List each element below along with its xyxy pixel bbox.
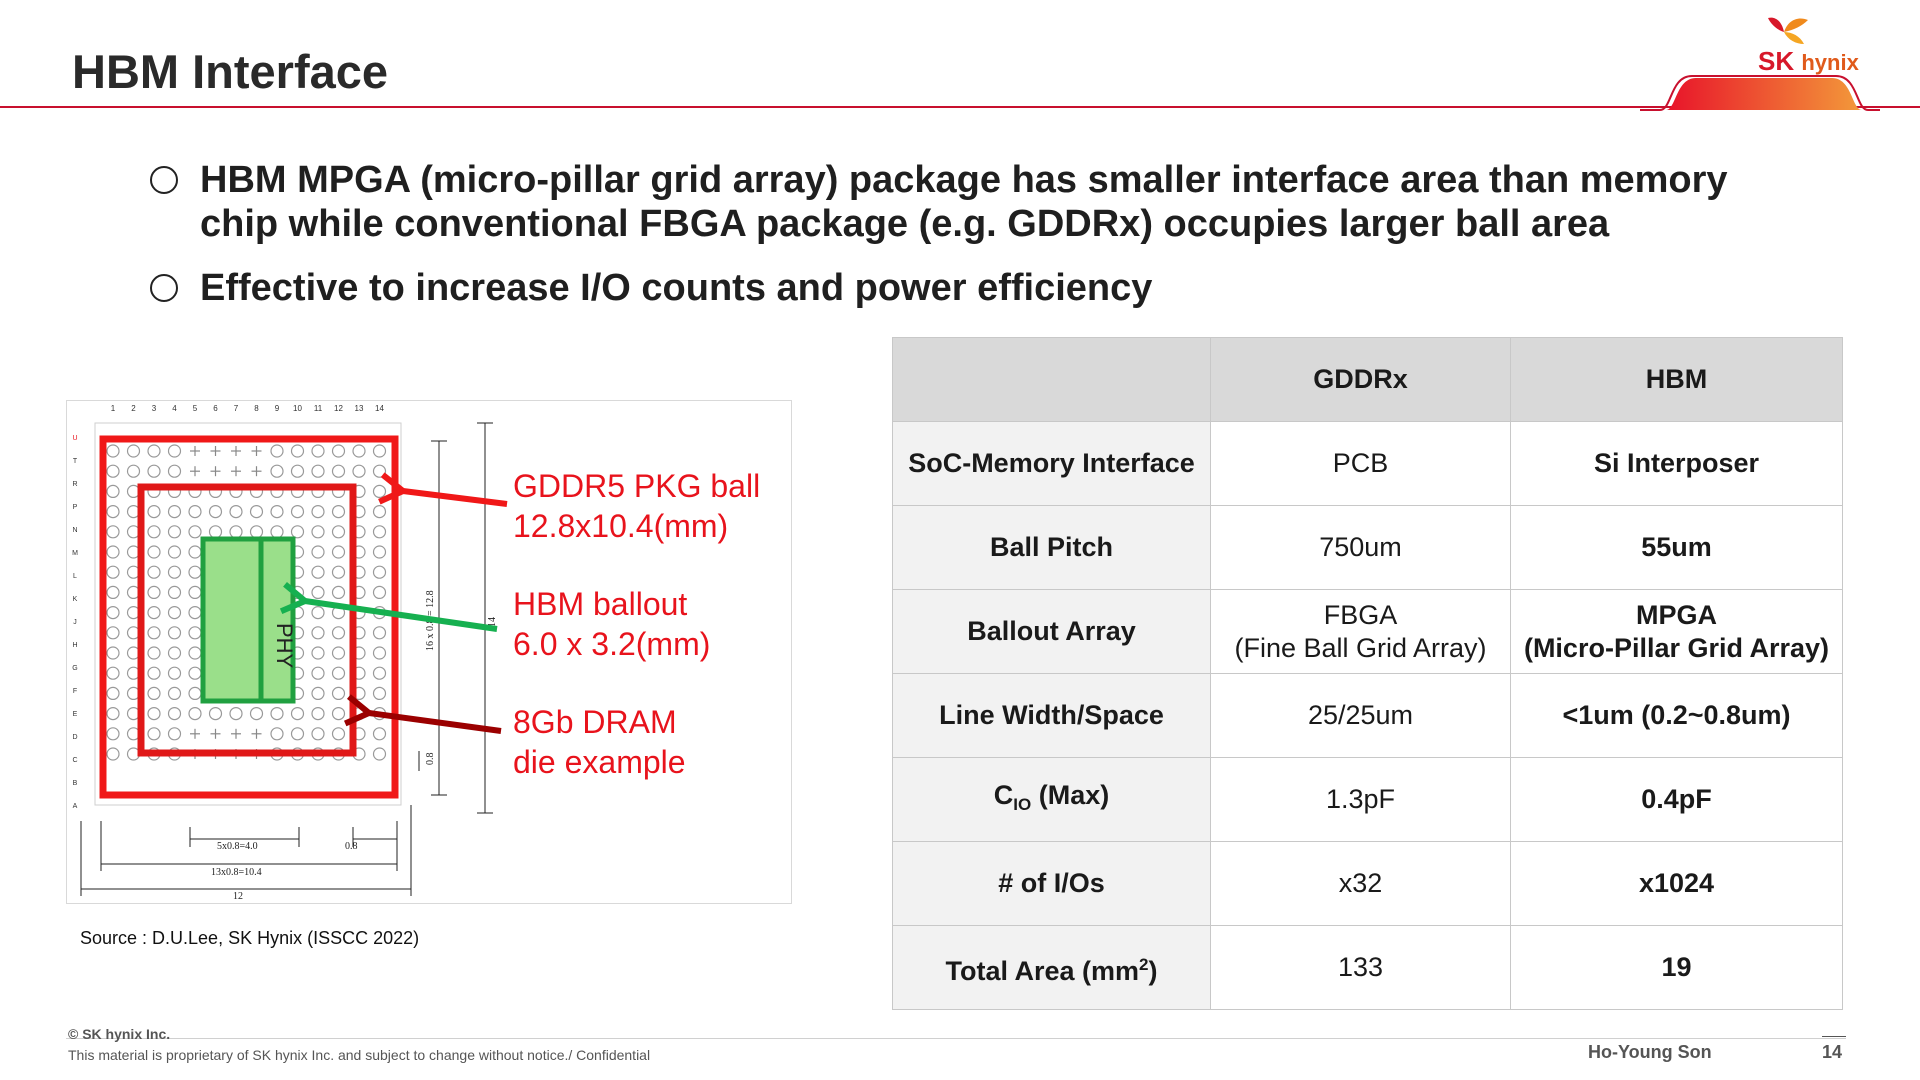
row-letter: L (73, 573, 77, 580)
solder-ball (189, 708, 201, 720)
row-letter: R (72, 481, 78, 488)
solder-ball (169, 667, 181, 679)
column-number: 1 (110, 404, 116, 413)
solder-ball (148, 667, 160, 679)
solder-ball (333, 687, 345, 699)
solder-ball (271, 526, 283, 538)
hbm-cell-line1: MPGA (1636, 599, 1717, 630)
solder-ball (107, 607, 119, 619)
hbm-cell: 55um (1511, 506, 1843, 590)
solder-ball (107, 667, 119, 679)
footer-author: Ho-Young Son (1588, 1042, 1712, 1062)
row-letter: T (72, 458, 78, 465)
solder-ball (312, 708, 324, 720)
solder-ball (148, 526, 160, 538)
hbm-cell: <1um (0.2~0.8um) (1511, 674, 1843, 758)
row-label-tail: ) (1148, 955, 1158, 986)
column-number: 3 (151, 404, 157, 413)
gddrx-cell: 25/25um (1211, 674, 1511, 758)
dim-bottom-mid: 13x0.8=10.4 (211, 867, 262, 878)
solder-ball (292, 728, 304, 740)
solder-ball (210, 708, 222, 720)
solder-ball (189, 627, 201, 639)
row-letter: H (72, 642, 78, 649)
column-number: 9 (274, 404, 280, 413)
hbm-cell-line2: (Micro-Pillar Grid Array) (1523, 632, 1830, 663)
solder-ball (374, 647, 386, 659)
solder-ball (312, 728, 324, 740)
solder-ball (107, 687, 119, 699)
solder-ball (189, 667, 201, 679)
row-letter: B (72, 780, 78, 787)
solder-ball (374, 586, 386, 598)
annotation-dram-line1: 8Gb DRAM (513, 704, 677, 740)
solder-ball (107, 748, 119, 760)
solder-ball (374, 566, 386, 578)
table-row (893, 590, 1843, 674)
solder-ball (148, 586, 160, 598)
column-number: 13 (354, 404, 364, 413)
solder-ball (107, 586, 119, 598)
solder-ball (374, 627, 386, 639)
footer-divider (66, 1038, 1846, 1039)
solder-ball (374, 687, 386, 699)
solder-ball (312, 566, 324, 578)
column-number: 2 (131, 404, 136, 413)
solder-ball (107, 728, 119, 740)
solder-ball (107, 485, 119, 497)
row-label-main: C (993, 779, 1014, 810)
bullet-text: Effective to increase I/O counts and power efficiency (200, 267, 1153, 309)
solder-ball (333, 728, 345, 740)
row-letter: E (72, 711, 78, 718)
solder-ball (169, 465, 181, 477)
hbm-cell: 19 (1511, 926, 1843, 1010)
table-row (893, 506, 1843, 590)
solder-ball (148, 708, 160, 720)
annotation-gddr5-line1: GDDR5 PKG ball (513, 468, 761, 504)
solder-ball (333, 708, 345, 720)
column-number: 4 (172, 404, 177, 413)
row-letter: N (72, 527, 78, 534)
solder-ball (271, 708, 283, 720)
title-divider (0, 106, 1920, 108)
table-header-gddrx: GDDRx (1211, 338, 1511, 422)
solder-ball (333, 586, 345, 598)
hbm-cell: Si Interposer (1511, 422, 1843, 506)
row-label: Ball Pitch (893, 506, 1211, 590)
dim-bottom-outer: 12 (233, 891, 243, 902)
solder-ball (333, 667, 345, 679)
package-comparison-figure (66, 400, 792, 904)
figure-source: Source : D.U.Lee, SK Hynix (ISSCC 2022) (80, 928, 420, 948)
solder-ball (169, 728, 181, 740)
solder-ball (251, 708, 263, 720)
table-row (893, 926, 1843, 1010)
solder-ball (169, 445, 181, 457)
logo-name: hynix (1801, 50, 1859, 75)
solder-ball (312, 647, 324, 659)
solder-ball (333, 465, 345, 477)
footer-disclaimer: This material is proprietary of SK hynix Inc. and subject to change without notice./ Confidential (68, 1047, 651, 1063)
dim-bottom-small: 0.8 (345, 841, 358, 852)
row-letter: A (72, 803, 78, 810)
solder-ball (333, 566, 345, 578)
table-row (893, 758, 1843, 842)
solder-ball (189, 607, 201, 619)
solder-ball (107, 566, 119, 578)
column-number: 10 (293, 404, 302, 413)
sk-hynix-logo (1640, 4, 1880, 114)
solder-ball (312, 687, 324, 699)
solder-ball (374, 445, 386, 457)
gddrx-cell: x32 (1211, 842, 1511, 926)
solder-ball (148, 728, 160, 740)
gddrx-cell: 1.3pF (1211, 758, 1511, 842)
gddrx-cell-line2: (Fine Ball Grid Array) (1234, 632, 1487, 663)
solder-ball (128, 445, 140, 457)
solder-ball (374, 728, 386, 740)
solder-ball (312, 627, 324, 639)
footer-copyright: © SK hynix Inc. (68, 1026, 171, 1042)
solder-ball (107, 647, 119, 659)
gddrx-cell: PCB (1211, 422, 1511, 506)
hbm-ballout-area (203, 539, 293, 701)
gddrx-cell: 133 (1211, 926, 1511, 1010)
ballout-diagram (67, 401, 791, 903)
solder-ball (189, 546, 201, 558)
dim-right-pitch: 0.8 (425, 752, 436, 765)
row-label: Ballout Array (893, 590, 1211, 674)
solder-ball (169, 607, 181, 619)
solder-ball (333, 647, 345, 659)
solder-ball (312, 667, 324, 679)
column-number: 5 (192, 404, 198, 413)
row-letter: G (72, 665, 78, 672)
solder-ball (189, 687, 201, 699)
circle-bullet-icon (150, 166, 178, 194)
solder-ball (292, 526, 304, 538)
gddrx-cell (1211, 590, 1511, 674)
solder-ball (189, 586, 201, 598)
solder-ball (312, 607, 324, 619)
solder-ball (374, 546, 386, 558)
solder-ball (292, 708, 304, 720)
solder-ball (169, 526, 181, 538)
row-letter: C (72, 757, 78, 764)
solder-ball (169, 627, 181, 639)
solder-ball (148, 627, 160, 639)
arrow-to-pkg (403, 491, 507, 504)
hbm-cell (1511, 590, 1843, 674)
solder-ball (353, 465, 365, 477)
solder-ball (271, 506, 283, 518)
solder-ball (107, 506, 119, 518)
bullet-item (150, 266, 1800, 310)
column-number: 8 (254, 404, 259, 413)
row-letter: P (72, 504, 78, 511)
dim-right-outer: 14 (487, 617, 498, 627)
column-number: 11 (313, 404, 323, 413)
row-label: # of I/Os (893, 842, 1211, 926)
row-letter: M (72, 550, 78, 557)
solder-ball (333, 445, 345, 457)
hbm-cell: 0.4pF (1511, 758, 1843, 842)
solder-ball (312, 445, 324, 457)
hbm-cell: x1024 (1511, 842, 1843, 926)
bullet-item (150, 158, 1800, 246)
comparison-table (892, 337, 1843, 1010)
solder-ball (333, 627, 345, 639)
solder-ball (148, 465, 160, 477)
circle-bullet-icon (150, 274, 178, 302)
row-letter: U (72, 435, 78, 442)
table-header-row (893, 338, 1843, 422)
solder-ball (374, 748, 386, 760)
solder-ball (251, 506, 263, 518)
solder-ball (107, 627, 119, 639)
solder-ball (169, 586, 181, 598)
solder-ball (292, 465, 304, 477)
solder-ball (189, 647, 201, 659)
column-number: 12 (334, 404, 343, 413)
solder-ball (148, 506, 160, 518)
arrow-to-die (369, 713, 501, 731)
solder-ball (148, 445, 160, 457)
solder-ball (169, 647, 181, 659)
row-label-subscript: IO (1013, 794, 1032, 814)
solder-ball (189, 506, 201, 518)
solder-ball (169, 687, 181, 699)
solder-ball (107, 465, 119, 477)
annotation-gddr5-line2: 12.8x10.4(mm) (513, 508, 729, 544)
solder-ball (210, 526, 222, 538)
row-label-main: Total Area (mm (945, 955, 1140, 986)
solder-ball (107, 526, 119, 538)
row-label: SoC-Memory Interface (893, 422, 1211, 506)
solder-ball (271, 465, 283, 477)
solder-ball (210, 506, 222, 518)
solder-ball (230, 708, 242, 720)
row-label (893, 926, 1211, 1010)
row-label: Line Width/Space (893, 674, 1211, 758)
table-row (893, 842, 1843, 926)
table-header-hbm: HBM (1511, 338, 1843, 422)
solder-ball (312, 586, 324, 598)
solder-ball (230, 506, 242, 518)
butterfly-icon (1762, 14, 1812, 48)
solder-ball (107, 546, 119, 558)
dim-bottom-inner: 5x0.8=4.0 (217, 841, 258, 852)
solder-ball (292, 445, 304, 457)
solder-ball (312, 526, 324, 538)
solder-ball (333, 506, 345, 518)
table-row (893, 422, 1843, 506)
bullet-text: HBM MPGA (micro-pillar grid array) package has smaller interface area than memory chip while conventional FBGA package (e.g. GDDRx) occupies larger ball area (200, 159, 1728, 245)
solder-ball (333, 546, 345, 558)
solder-ball (169, 506, 181, 518)
logo-banner (1640, 70, 1880, 114)
page-number: 14 (1822, 1042, 1843, 1062)
solder-ball (128, 465, 140, 477)
gddrx-cell-line1: FBGA (1323, 599, 1398, 630)
slide-title: HBM Interface (72, 45, 389, 98)
page-number-rule (1822, 1036, 1846, 1037)
solder-ball (148, 647, 160, 659)
solder-ball (251, 526, 263, 538)
table-row (893, 674, 1843, 758)
solder-ball (312, 465, 324, 477)
row-label-superscript: 2 (1139, 954, 1149, 974)
solder-ball (169, 566, 181, 578)
solder-ball (148, 687, 160, 699)
solder-ball (230, 526, 242, 538)
bullet-list (150, 158, 1800, 330)
solder-ball (271, 445, 283, 457)
solder-ball (312, 506, 324, 518)
solder-ball (107, 445, 119, 457)
solder-ball (374, 667, 386, 679)
row-label-tail: (Max) (1031, 779, 1110, 810)
annotation-hbm-line2: 6.0 x 3.2(mm) (513, 626, 711, 662)
logo-brand: SK (1758, 46, 1795, 76)
row-letter: F (72, 688, 78, 695)
row-letter: J (73, 619, 77, 626)
table-header-empty (893, 338, 1211, 422)
column-number: 6 (213, 404, 218, 413)
solder-ball (169, 546, 181, 558)
row-letter: K (72, 596, 78, 603)
solder-ball (374, 526, 386, 538)
row-letter: D (72, 734, 78, 741)
solder-ball (169, 708, 181, 720)
annotation-dram-line2: die example (513, 744, 686, 780)
solder-ball (312, 546, 324, 558)
solder-ball (148, 566, 160, 578)
solder-ball (271, 728, 283, 740)
phy-label: PHY (272, 623, 297, 669)
column-number: 14 (375, 404, 384, 413)
solder-ball (107, 708, 119, 720)
solder-ball (148, 607, 160, 619)
solder-ball (374, 485, 386, 497)
solder-ball (189, 566, 201, 578)
solder-ball (148, 546, 160, 558)
row-label (893, 758, 1211, 842)
annotation-hbm-line1: HBM ballout (513, 586, 688, 622)
solder-ball (353, 445, 365, 457)
solder-ball (333, 526, 345, 538)
column-number: 7 (233, 404, 239, 413)
solder-ball (292, 506, 304, 518)
gddrx-cell: 750um (1211, 506, 1511, 590)
solder-ball (189, 526, 201, 538)
solder-ball (374, 506, 386, 518)
